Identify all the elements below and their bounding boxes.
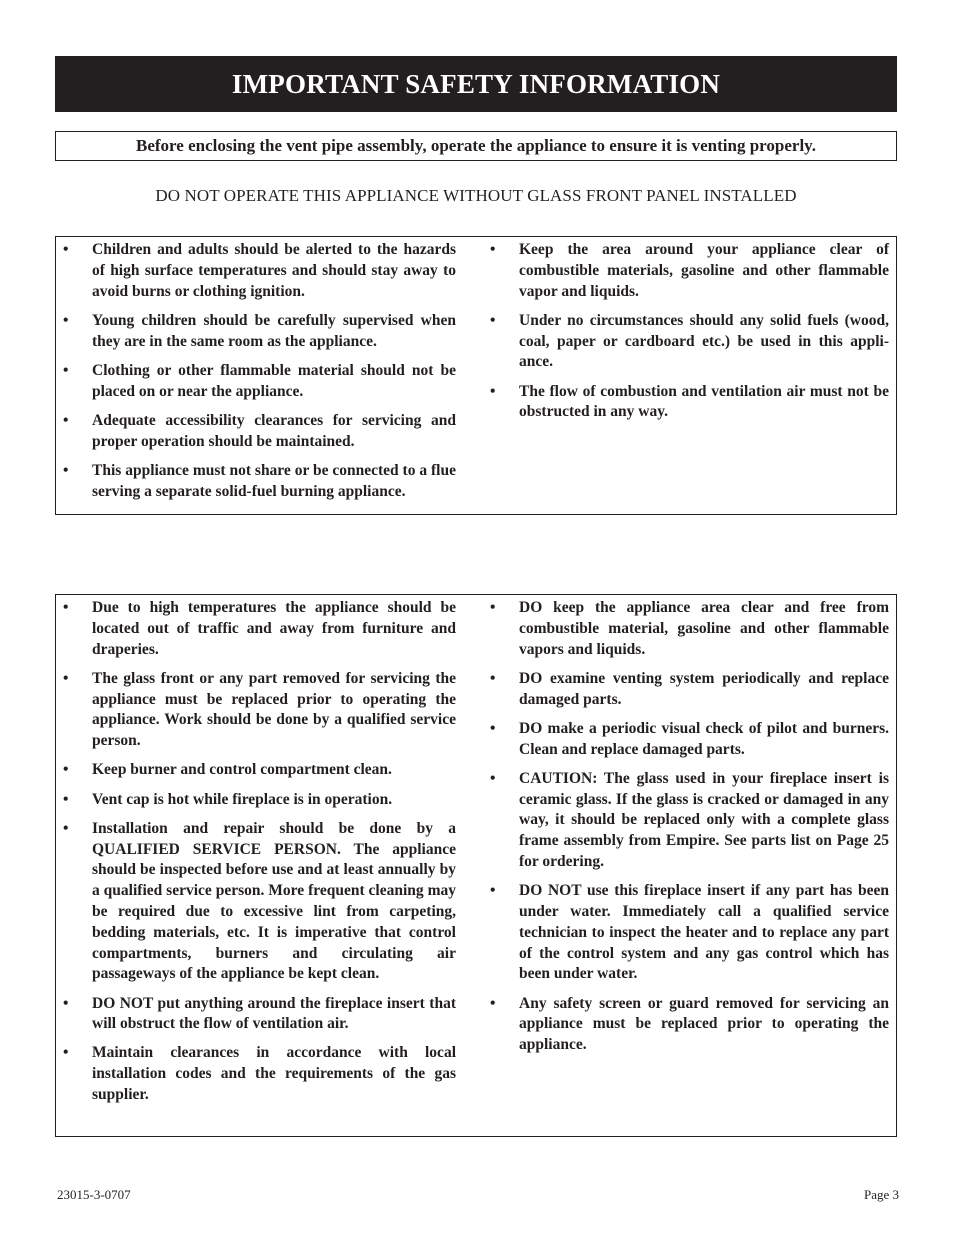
safety-item-text: DO NOT use this fireplace insert if any part has been under water. Immediately call a qualified service technician to inspect the heater and to replace any part of the control system and any gas control which has been under water.	[519, 882, 889, 983]
panel2-right-column	[483, 595, 889, 1064]
bullet-icon: •	[63, 819, 69, 837]
bullet-icon: •	[63, 1044, 69, 1062]
safety-panel-general	[55, 236, 897, 515]
safety-item-text: Under no circumstances should any solid fuels (wood, coal, paper or cardboard etc.) be used in this appli-ance.	[519, 311, 889, 371]
safety-item	[483, 769, 889, 873]
safety-item	[483, 311, 889, 373]
safety-item	[56, 240, 456, 302]
safety-item	[56, 669, 456, 752]
safety-item-text: Children and adults should be alerted to the hazards of high surface temperatures and should stay away to avoid burns or clothing ignition.	[92, 241, 456, 300]
safety-item	[56, 311, 456, 353]
panel1-left-column	[56, 237, 456, 511]
safety-item-text: DO make a periodic visual check of pilot and burners. Clean and replace damaged parts.	[519, 719, 889, 758]
bullet-icon: •	[63, 311, 69, 329]
bullet-icon: •	[490, 994, 496, 1012]
page-title: IMPORTANT SAFETY INFORMATION	[55, 56, 897, 112]
safety-item-text: Keep burner and control compartment clean.	[92, 761, 392, 779]
safety-item	[483, 669, 889, 711]
safety-item	[56, 994, 456, 1036]
bullet-icon: •	[63, 761, 69, 779]
safety-item-text: Any safety screen or guard removed for servicing an appliance must be replaced prior to operating the appliance.	[519, 994, 889, 1054]
safety-item-text: Adequate accessibility clearances for servicing and proper operation should be maintained.	[92, 411, 456, 450]
safety-item-text: DO examine venting system periodically and replace damaged parts.	[519, 669, 889, 708]
safety-item	[483, 598, 889, 660]
safety-item-text: The flow of combustion and ventilation air must not be obstructed in any way.	[519, 382, 889, 421]
safety-item-text: Keep the area around your appliance clear of combustible materials, gasoline and other flammable vapor and liquids.	[519, 241, 889, 300]
bullet-icon: •	[63, 994, 69, 1012]
safety-item	[483, 719, 889, 761]
safety-item-text: CAUTION: The glass used in your fireplace insert is ceramic glass. If the glass is cracked or damaged in any way, it should be replaced only with a complete glass frame assembly from Empire. See parts list on Page 25 for ordering.	[519, 769, 889, 870]
bullet-icon: •	[63, 599, 69, 616]
safety-item-text: Vent cap is hot while fireplace is in operation.	[92, 790, 393, 808]
bullet-icon: •	[490, 882, 496, 900]
bullet-icon: •	[490, 719, 496, 737]
safety-item-text: Due to high temperatures the appliance should be located out of traffic and away from furniture and draperies.	[92, 599, 456, 658]
safety-item-text: The glass front or any part removed for servicing the appliance must be replaced prior to operating the appliance. Work should be done by a qualified service person.	[92, 669, 456, 750]
safety-item-text: Young children should be carefully supervised when they are in the same room as the appliance.	[92, 311, 456, 350]
bullet-icon: •	[63, 790, 69, 808]
bullet-icon: •	[490, 241, 496, 258]
safety-item-text: DO NOT put anything around the fireplace insert that will obstruct the flow of ventilation air.	[92, 994, 456, 1033]
venting-notice: Before enclosing the vent pipe assembly, operate the appliance to ensure it is venting properly.	[55, 131, 897, 161]
safety-item	[483, 881, 889, 985]
safety-item	[483, 240, 889, 302]
safety-item	[56, 461, 456, 503]
glass-panel-warning: DO NOT OPERATE THIS APPLIANCE WITHOUT GLASS FRONT PANEL INSTALLED	[155, 186, 797, 205]
bullet-icon: •	[490, 311, 496, 329]
document-number: 23015-3-0707	[57, 1187, 131, 1202]
safety-item	[56, 361, 456, 403]
bullet-icon: •	[490, 599, 496, 616]
page-number: Page 3	[863, 1187, 899, 1202]
bullet-icon: •	[63, 241, 69, 258]
bullet-icon: •	[63, 461, 69, 479]
safety-item	[56, 819, 456, 985]
safety-item-text: This appliance must not share or be connected to a flue serving a separate solid-fuel burning appliance.	[92, 461, 456, 500]
safety-item	[56, 598, 456, 660]
panel1-right-column	[483, 237, 889, 432]
safety-item	[483, 382, 889, 424]
bullet-icon: •	[63, 411, 69, 429]
bullet-icon: •	[490, 669, 496, 687]
safety-item-text: Maintain clearances in accordance with local installation codes and the requirements of the gas supplier.	[92, 1044, 456, 1104]
safety-panel-maintenance	[55, 594, 897, 1137]
safety-item-text: Installation and repair should be done by a QUALIFIED SERVICE PERSON. The appliance should be inspected before use and at least annually by a qualified service person. More frequent cleaning may be required due to excessive lint from carpeting, bedding materials, etc. It is imperative that control compartments, burners and circulating air passageways of the appliance be kept clean.	[92, 819, 456, 983]
bullet-icon: •	[490, 769, 496, 787]
safety-item	[56, 790, 456, 811]
panel2-left-column	[56, 595, 456, 1114]
safety-item	[56, 1043, 456, 1105]
safety-item	[483, 994, 889, 1056]
bullet-icon: •	[490, 382, 496, 400]
safety-item-text: DO keep the appliance area clear and free from combustible material, gasoline and other flammable vapors and liquids.	[519, 599, 889, 658]
safety-item	[56, 760, 456, 781]
safety-item-text: Clothing or other flammable material should not be placed on or near the appliance.	[92, 361, 456, 400]
safety-item	[56, 411, 456, 453]
bullet-icon: •	[63, 361, 69, 379]
bullet-icon: •	[63, 669, 69, 687]
